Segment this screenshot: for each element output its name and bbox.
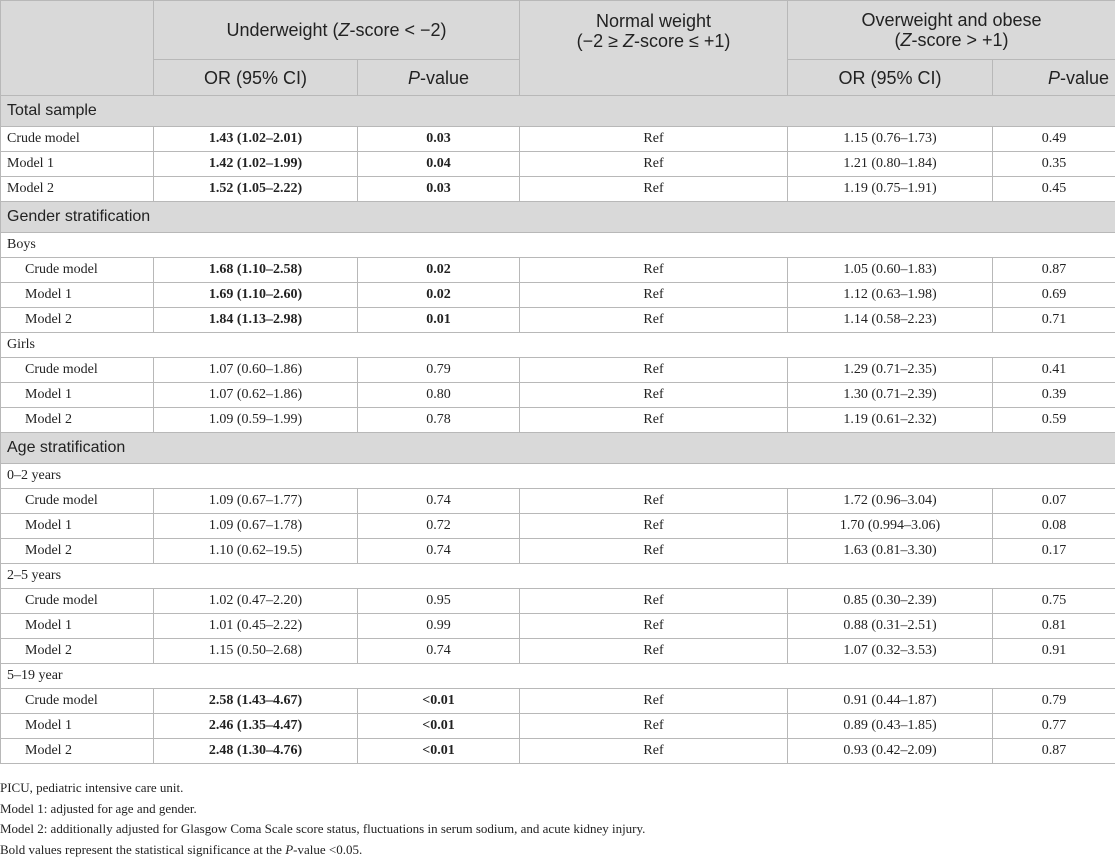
footnote-model-2: Model 2: additionally adjusted for Glasgow Coma Scale score status, fluctuations in serum sodium, and acute kidney injury. <box>0 819 1115 840</box>
ow-p-cell: 0.35 <box>993 152 1115 177</box>
normal-cell: Ref <box>520 308 788 333</box>
row-label: Model 1 <box>1 383 154 408</box>
row-label: Model 2 <box>1 408 154 433</box>
uw-or-cell: 1.01 (0.45–2.22) <box>154 614 358 639</box>
uw-p-cell: 0.79 <box>358 358 520 383</box>
section-header-gender: Gender stratification <box>1 202 1115 233</box>
normal-cell: Ref <box>520 408 788 433</box>
uw-or-cell: 1.02 (0.47–2.20) <box>154 589 358 614</box>
row-label: Crude model <box>1 589 154 614</box>
row-label: Crude model <box>1 127 154 152</box>
ow-or-cell: 1.30 (0.71–2.39) <box>788 383 993 408</box>
ow-p-cell: 0.41 <box>993 358 1115 383</box>
row-label: Crude model <box>1 489 154 514</box>
footnote-picu: PICU, pediatric intensive care unit. <box>0 778 1115 799</box>
row-label: Crude model <box>1 358 154 383</box>
uw-or-cell: 1.10 (0.62–19.5) <box>154 539 358 564</box>
ow-or-cell: 0.88 (0.31–2.51) <box>788 614 993 639</box>
uw-or-cell: 1.07 (0.62–1.86) <box>154 383 358 408</box>
normal-cell: Ref <box>520 177 788 202</box>
row-label: Model 1 <box>1 283 154 308</box>
uw-p-cell: 0.01 <box>358 308 520 333</box>
normal-cell: Ref <box>520 152 788 177</box>
ow-or-cell: 1.29 (0.71–2.35) <box>788 358 993 383</box>
ow-p-cell: 0.79 <box>993 689 1115 714</box>
uw-or-cell: 1.09 (0.67–1.77) <box>154 489 358 514</box>
row-label: Model 1 <box>1 514 154 539</box>
ow-p-cell: 0.87 <box>993 739 1115 764</box>
normal-cell: Ref <box>520 258 788 283</box>
uw-p-cell: <0.01 <box>358 714 520 739</box>
normal-cell: Ref <box>520 127 788 152</box>
table-row <box>1 383 1115 408</box>
uw-p-cell: 0.99 <box>358 614 520 639</box>
table-row <box>1 614 1115 639</box>
footnote-model-1: Model 1: adjusted for age and gender. <box>0 799 1115 820</box>
normal-cell: Ref <box>520 639 788 664</box>
normal-cell: Ref <box>520 739 788 764</box>
normal-cell: Ref <box>520 514 788 539</box>
ow-or-cell: 1.15 (0.76–1.73) <box>788 127 993 152</box>
normal-cell: Ref <box>520 489 788 514</box>
table-row <box>1 408 1115 433</box>
ow-p-cell: 0.08 <box>993 514 1115 539</box>
table-row <box>1 514 1115 539</box>
uw-or-cell: 2.48 (1.30–4.76) <box>154 739 358 764</box>
normal-cell: Ref <box>520 283 788 308</box>
ow-p-cell: 0.75 <box>993 589 1115 614</box>
ow-p-cell: 0.17 <box>993 539 1115 564</box>
ow-p-cell: 0.91 <box>993 639 1115 664</box>
uw-or-cell: 2.46 (1.35–4.47) <box>154 714 358 739</box>
group-label-0-2-years: 0–2 years <box>1 464 1115 489</box>
uw-p-cell: 0.74 <box>358 489 520 514</box>
ow-or-cell: 1.19 (0.75–1.91) <box>788 177 993 202</box>
uw-p-cell: <0.01 <box>358 689 520 714</box>
underweight-p-header: P-value <box>358 60 520 96</box>
uw-or-cell: 1.09 (0.67–1.78) <box>154 514 358 539</box>
row-label: Model 1 <box>1 714 154 739</box>
uw-p-cell: 0.03 <box>358 177 520 202</box>
table-row <box>1 714 1115 739</box>
row-label: Crude model <box>1 258 154 283</box>
table-row <box>1 152 1115 177</box>
group-label-2-5-years: 2–5 years <box>1 564 1115 589</box>
underweight-header: Underweight (Z-score < −2) <box>154 1 520 60</box>
row-label: Model 2 <box>1 308 154 333</box>
ow-p-cell: 0.45 <box>993 177 1115 202</box>
uw-or-cell: 1.09 (0.59–1.99) <box>154 408 358 433</box>
uw-p-cell: 0.02 <box>358 283 520 308</box>
table-row <box>1 177 1115 202</box>
uw-or-cell: 1.42 (1.02–1.99) <box>154 152 358 177</box>
uw-p-cell: 0.95 <box>358 589 520 614</box>
overweight-header: Overweight and obese (Z-score > +1) <box>788 1 1115 60</box>
ow-p-cell: 0.49 <box>993 127 1115 152</box>
row-label: Model 2 <box>1 739 154 764</box>
table-row <box>1 258 1115 283</box>
uw-p-cell: 0.78 <box>358 408 520 433</box>
group-label-5-19-year: 5–19 year <box>1 664 1115 689</box>
ow-or-cell: 0.89 (0.43–1.85) <box>788 714 993 739</box>
normal-cell: Ref <box>520 614 788 639</box>
ow-p-cell: 0.59 <box>993 408 1115 433</box>
normal-cell: Ref <box>520 589 788 614</box>
ow-or-cell: 1.70 (0.994–3.06) <box>788 514 993 539</box>
ow-or-cell: 0.93 (0.42–2.09) <box>788 739 993 764</box>
overweight-or-header: OR (95% CI) <box>788 60 993 96</box>
ow-p-cell: 0.81 <box>993 614 1115 639</box>
uw-or-cell: 1.15 (0.50–2.68) <box>154 639 358 664</box>
uw-p-cell: <0.01 <box>358 739 520 764</box>
normal-cell: Ref <box>520 539 788 564</box>
uw-p-cell: 0.74 <box>358 639 520 664</box>
ow-or-cell: 1.19 (0.61–2.32) <box>788 408 993 433</box>
ow-or-cell: 0.85 (0.30–2.39) <box>788 589 993 614</box>
table-row <box>1 489 1115 514</box>
uw-or-cell: 1.07 (0.60–1.86) <box>154 358 358 383</box>
uw-p-cell: 0.04 <box>358 152 520 177</box>
uw-or-cell: 1.69 (1.10–2.60) <box>154 283 358 308</box>
ow-or-cell: 1.07 (0.32–3.53) <box>788 639 993 664</box>
footnote-bold-values: Bold values represent the statistical significance at the P-value <0.05. <box>0 840 1115 860</box>
section-header-total: Total sample <box>1 96 1115 127</box>
section-header-age: Age stratification <box>1 433 1115 464</box>
uw-p-cell: 0.74 <box>358 539 520 564</box>
row-label: Crude model <box>1 689 154 714</box>
corner-header-cell <box>1 1 154 96</box>
group-label-boys: Boys <box>1 233 1115 258</box>
ow-p-cell: 0.71 <box>993 308 1115 333</box>
normal-cell: Ref <box>520 714 788 739</box>
table-row <box>1 739 1115 764</box>
row-label: Model 2 <box>1 539 154 564</box>
uw-or-cell: 1.84 (1.13–2.98) <box>154 308 358 333</box>
underweight-or-header: OR (95% CI) <box>154 60 358 96</box>
normal-cell: Ref <box>520 358 788 383</box>
normal-cell: Ref <box>520 689 788 714</box>
ow-or-cell: 1.21 (0.80–1.84) <box>788 152 993 177</box>
normal-weight-header: Normal weight (−2 ≥ Z-score ≤ +1) <box>520 1 788 96</box>
row-label: Model 1 <box>1 152 154 177</box>
uw-p-cell: 0.72 <box>358 514 520 539</box>
uw-or-cell: 1.43 (1.02–2.01) <box>154 127 358 152</box>
group-label-girls: Girls <box>1 333 1115 358</box>
ow-p-cell: 0.39 <box>993 383 1115 408</box>
ow-or-cell: 0.91 (0.44–1.87) <box>788 689 993 714</box>
uw-or-cell: 1.52 (1.05–2.22) <box>154 177 358 202</box>
ow-p-cell: 0.07 <box>993 489 1115 514</box>
table-row <box>1 589 1115 614</box>
normal-cell: Ref <box>520 383 788 408</box>
table-row <box>1 689 1115 714</box>
ow-p-cell: 0.77 <box>993 714 1115 739</box>
table-row <box>1 358 1115 383</box>
uw-p-cell: 0.03 <box>358 127 520 152</box>
table-row <box>1 308 1115 333</box>
ow-or-cell: 1.63 (0.81–3.30) <box>788 539 993 564</box>
row-label: Model 2 <box>1 639 154 664</box>
ow-p-cell: 0.69 <box>993 283 1115 308</box>
uw-or-cell: 1.68 (1.10–2.58) <box>154 258 358 283</box>
ow-p-cell: 0.87 <box>993 258 1115 283</box>
ow-or-cell: 1.72 (0.96–3.04) <box>788 489 993 514</box>
row-label: Model 1 <box>1 614 154 639</box>
table-row <box>1 127 1115 152</box>
uw-p-cell: 0.80 <box>358 383 520 408</box>
table-row <box>1 639 1115 664</box>
overweight-p-header: P-value <box>993 60 1115 96</box>
row-label: Model 2 <box>1 177 154 202</box>
ow-or-cell: 1.12 (0.63–1.98) <box>788 283 993 308</box>
table-row <box>1 283 1115 308</box>
table-footnotes <box>0 778 1115 860</box>
uw-or-cell: 2.58 (1.43–4.67) <box>154 689 358 714</box>
table-row <box>1 539 1115 564</box>
uw-p-cell: 0.02 <box>358 258 520 283</box>
ow-or-cell: 1.14 (0.58–2.23) <box>788 308 993 333</box>
ow-or-cell: 1.05 (0.60–1.83) <box>788 258 993 283</box>
